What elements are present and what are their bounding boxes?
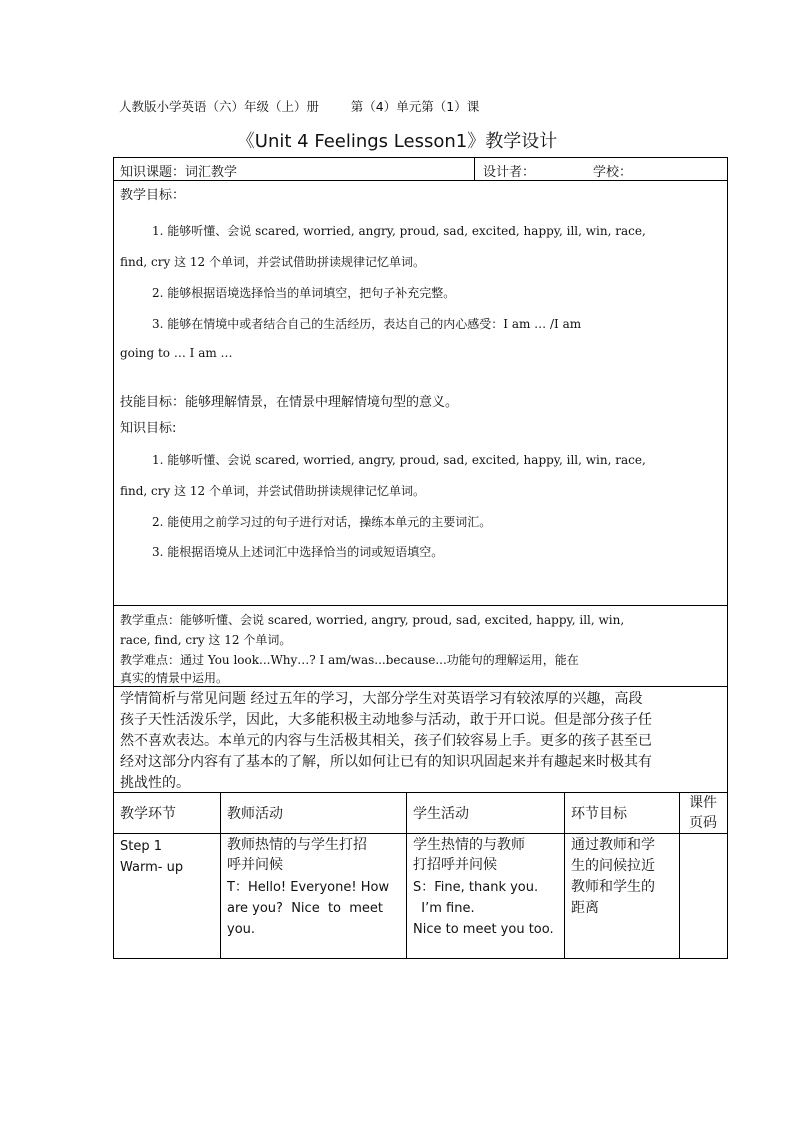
header-page: 页码 <box>689 815 717 831</box>
header-teacher: 教师活动 <box>227 806 283 822</box>
teacher-activity: 教师热情的与学生打招 <box>227 837 367 853</box>
knowledge-3: 3. 能根据语境从上述词汇中选择恰当的词或短语填空。 <box>152 545 444 559</box>
knowledge-1-line1: 1. 能够听懂、会说 scared, worried, angry, proud, sad, excited, happy, ill, win, race, <box>152 453 646 467</box>
objectives-box <box>113 180 728 606</box>
header-courseware: 课件 <box>689 795 717 811</box>
header-line: 人教版小学英语（六）年级（上）册 第（4）单元第（1）课 <box>119 99 480 114</box>
step-name: Warm- up <box>120 860 184 875</box>
teacher-activity: T：Hello! Everyone! How <box>227 880 390 895</box>
key-points-box <box>113 605 728 687</box>
designer-label: 设计者： <box>483 165 536 180</box>
analysis-line: 经对这部分内容有了基本的了解，所以如何让已有的知识巩固起来并有趣起来时极其有 <box>120 754 652 770</box>
header-divider <box>114 833 727 834</box>
col-divider <box>406 793 407 958</box>
header-step: 教学环节 <box>120 806 176 822</box>
page-title: 《Unit 4 Feelings Lesson1》教学设计 <box>236 131 558 152</box>
col-divider <box>679 793 680 958</box>
analysis-box <box>113 686 728 793</box>
objective-3-line2: going to … I am … <box>120 346 233 360</box>
col-divider <box>564 793 565 958</box>
skill-objective: 技能目标：能够理解情景，在情景中理解情境句型的意义。 <box>120 395 459 410</box>
activity-table <box>113 792 728 959</box>
key-point-line2: race, find, cry 这 12 个单词。 <box>120 633 292 647</box>
student-activity: S：Fine, thank you. <box>413 880 539 895</box>
student-activity: Nice to meet you too. <box>413 922 554 937</box>
step-goal: 距离 <box>571 900 599 916</box>
teacher-activity: are you? Nice to meet <box>227 901 384 916</box>
info-divider <box>474 158 475 180</box>
difficult-point-line2: 真实的情景中运用。 <box>120 671 229 685</box>
analysis-line: 然不喜欢表达。本单元的内容与生活极其相关，孩子们较容易上手。更多的孩子甚至已 <box>120 733 652 749</box>
analysis-line: 孩子天性活泼乐学，因此，大多能积极主动地参与活动，敢于开口说。但是部分孩子任 <box>120 712 652 728</box>
key-point-line1: 教学重点：能够听懂、会说 scared, worried, angry, proud, sad, excited, happy, ill, win, <box>120 613 625 627</box>
step-goal: 通过教师和学 <box>571 837 655 853</box>
difficult-point-line1: 教学难点：通过 You look...Why…? I am/was...because...功能句的理解运用，能在 <box>120 653 579 667</box>
school-label: 学校： <box>593 165 633 180</box>
info-row <box>113 157 728 181</box>
col-divider <box>220 793 221 958</box>
objective-1-line2: find, cry 这 12 个单词，并尝试借助拼读规律记忆单词。 <box>120 255 425 269</box>
step-goal: 生的问候拉近 <box>571 858 655 874</box>
objective-3-line1: 3. 能够在情境中或者结合自己的生活经历，表达自己的内心感受：I am … /I am <box>152 317 582 331</box>
student-activity: 学生热情的与教师 <box>413 837 525 853</box>
knowledge-1-line2: find, cry 这 12 个单词，并尝试借助拼读规律记忆单词。 <box>120 484 425 498</box>
header-goal: 环节目标 <box>571 806 627 822</box>
step-goal: 教师和学生的 <box>571 879 655 895</box>
analysis-line: 学情简析与常见问题 经过五年的学习，大部分学生对英语学习有较浓厚的兴趣，高段 <box>120 691 643 707</box>
topic-label: 知识课题：词汇教学 <box>120 165 238 180</box>
teacher-activity: you. <box>227 922 256 937</box>
analysis-line: 挑战性的。 <box>120 775 190 791</box>
knowledge-2: 2. 能使用之前学习过的句子进行对话，操练本单元的主要词汇。 <box>152 515 492 529</box>
step-name: Step 1 <box>120 839 163 854</box>
student-activity: 打招呼并问候 <box>413 857 497 873</box>
teacher-activity: 呼并问候 <box>227 857 283 873</box>
objective-2: 2. 能够根据语境选择恰当的单词填空，把句子补充完整。 <box>152 286 456 300</box>
objective-1-line1: 1. 能够听懂、会说 scared, worried, angry, proud, sad, excited, happy, ill, win, race, <box>152 224 646 238</box>
header-student: 学生活动 <box>413 806 469 822</box>
knowledge-heading: 知识目标: <box>120 421 177 436</box>
student-activity: I’m fine. <box>413 901 475 916</box>
objectives-heading: 教学目标： <box>120 188 186 203</box>
